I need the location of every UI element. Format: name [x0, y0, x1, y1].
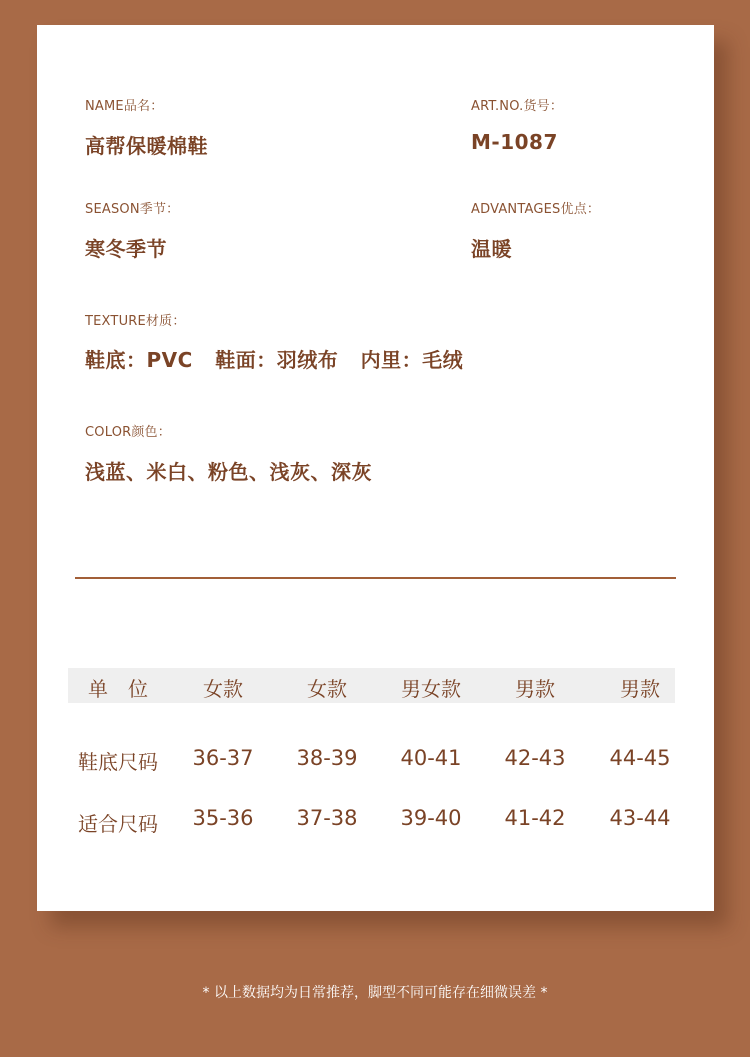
art-label: ART.NO.货号： — [471, 99, 564, 114]
table-cell: 44-45 — [609, 746, 671, 770]
section-divider — [75, 577, 676, 579]
table-cell: 36-37 — [192, 746, 254, 770]
table-cell: 37-38 — [296, 806, 358, 830]
header-unit: 单 位 — [88, 677, 148, 701]
table-cell: 42-43 — [504, 746, 566, 770]
table-cell: 41-42 — [504, 806, 566, 830]
spec-card — [37, 25, 714, 911]
table-cell: 38-39 — [296, 746, 358, 770]
header-unisex: 男女款 — [401, 677, 461, 701]
name-label: NAME品名： — [85, 99, 164, 114]
row-sole-size-label: 鞋底尺码 — [78, 750, 158, 774]
name-value: 高帮保暖棉鞋 — [85, 134, 208, 158]
table-cell: 39-40 — [400, 806, 462, 830]
advantages-label: ADVANTAGES优点： — [471, 202, 601, 217]
season-value: 寒冬季节 — [85, 237, 167, 261]
table-cell: 40-41 — [400, 746, 462, 770]
row-fit-size-label: 适合尺码 — [78, 812, 158, 836]
table-cell: 43-44 — [609, 806, 671, 830]
texture-label: TEXTURE材质： — [85, 314, 186, 329]
season-label: SEASON季节： — [85, 202, 180, 217]
advantages-value: 温暖 — [471, 237, 512, 261]
footnote: * 以上数据均为日常推荐，脚型不同可能存在细微误差 * — [202, 985, 548, 1001]
table-cell: 35-36 — [192, 806, 254, 830]
color-label: COLOR颜色： — [85, 425, 171, 440]
header-men-1: 男款 — [515, 677, 555, 701]
header-women-2: 女款 — [307, 677, 347, 701]
art-value: M-1087 — [471, 130, 558, 154]
texture-value: 鞋底：PVC 鞋面：羽绒布 内里：毛绒 — [85, 348, 464, 372]
color-value: 浅蓝、米白、粉色、浅灰、深灰 — [85, 460, 372, 484]
header-women-1: 女款 — [203, 677, 243, 701]
header-men-2: 男款 — [620, 677, 660, 701]
